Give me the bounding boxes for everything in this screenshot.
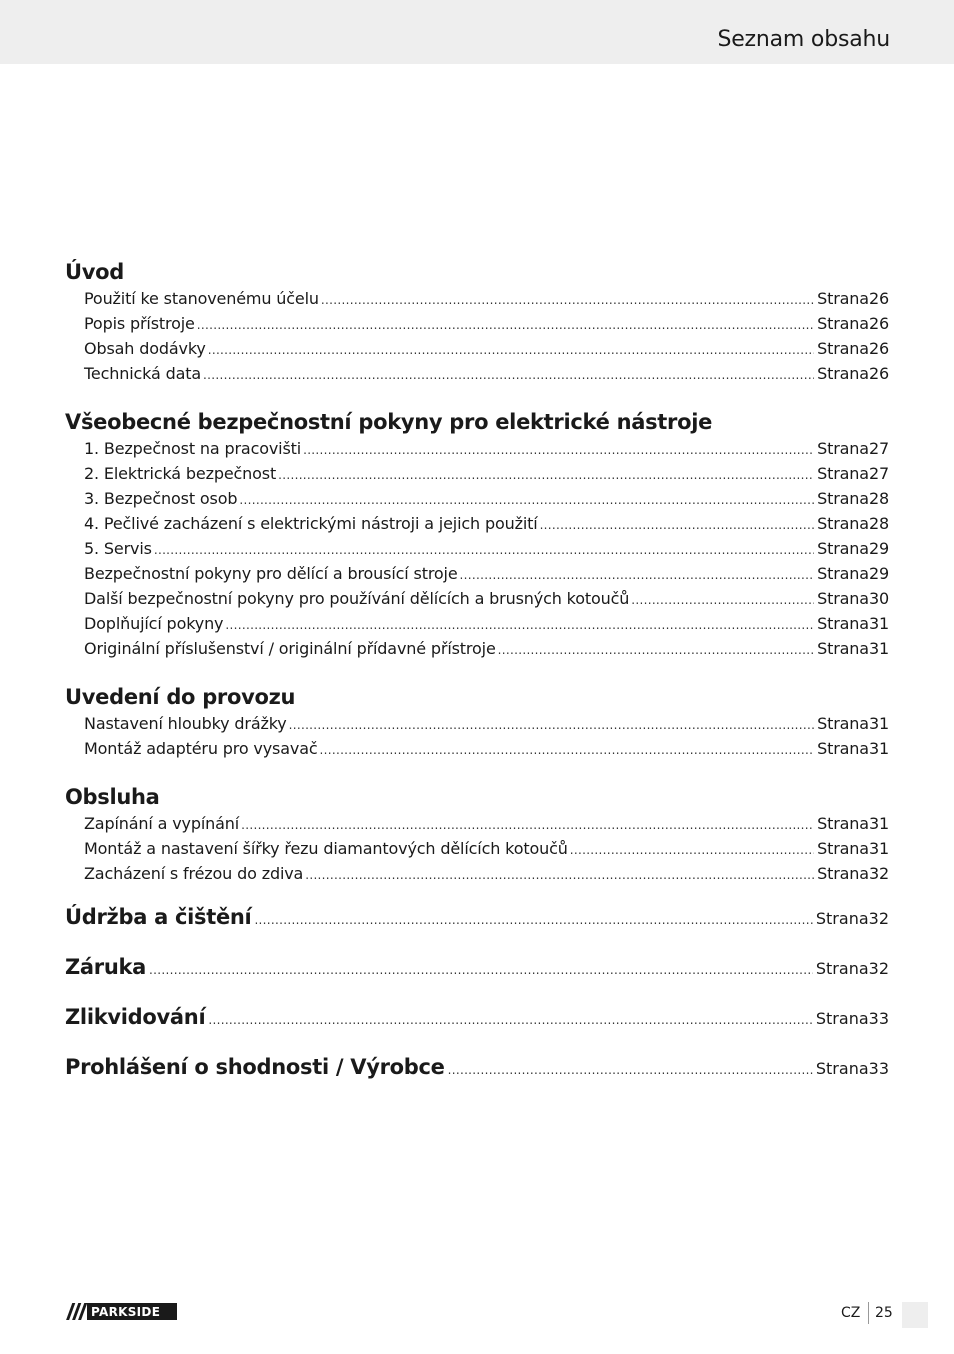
page-number: 31: [868, 614, 889, 633]
entry-page: [816, 944, 889, 994]
entry-page: [816, 894, 889, 944]
page-number: 28: [868, 514, 889, 533]
entry-page: [817, 336, 889, 361]
entry-page: [817, 836, 889, 861]
table-of-contents: [65, 258, 889, 1092]
entry-label: Zapínání a vypínání: [84, 814, 240, 833]
page-number: 32: [868, 864, 889, 883]
page-number: 29: [868, 539, 889, 558]
single-entry-label: Záruka: [65, 955, 147, 979]
toc-entry[interactable]: [84, 336, 889, 361]
entry-page: [817, 286, 889, 311]
page-label: Strana: [817, 314, 869, 333]
page-title: Seznam obsahu: [717, 27, 890, 52]
footer-page-number: 25: [875, 1305, 893, 1321]
toc-entry[interactable]: [84, 611, 889, 636]
toc-entry[interactable]: [84, 311, 889, 336]
toc-single-entry[interactable]: [65, 942, 889, 992]
leader-dots: [254, 895, 812, 945]
page-number: 31: [868, 839, 889, 858]
toc-entry[interactable]: [84, 436, 889, 461]
section-heading: Uvedení do provozu: [65, 685, 296, 709]
page-label: Strana: [817, 339, 869, 358]
entry-page: [817, 486, 889, 511]
page-label: Strana: [815, 1009, 869, 1028]
page-number: 28: [868, 489, 889, 508]
leader-dots: [303, 438, 814, 463]
entry-label: 1. Bezpečnost na pracovišti: [84, 439, 302, 458]
page-label: Strana: [815, 909, 869, 928]
entry-page: [817, 611, 889, 636]
page-label: Strana: [817, 489, 869, 508]
leader-dots: [540, 513, 815, 538]
section-heading: Úvod: [65, 260, 125, 284]
leader-dots: [320, 738, 815, 763]
leader-dots: [498, 638, 814, 663]
toc-entry[interactable]: [84, 811, 889, 836]
leader-dots: [208, 338, 814, 363]
toc-entry[interactable]: [84, 286, 889, 311]
entry-label: 4. Pečlivé zacházení s elektrickými nástroji a jejich použití: [84, 514, 538, 533]
leader-dots: [570, 838, 814, 863]
entry-label: Montáž a nastavení šířky řezu diamantových dělících kotoučů: [84, 839, 568, 858]
entry-label: Nastavení hloubky drážky: [84, 714, 287, 733]
entry-page: [817, 536, 889, 561]
page-label: Strana: [817, 289, 869, 308]
toc-entry[interactable]: [84, 461, 889, 486]
entry-page: [817, 311, 889, 336]
toc-section-safety: [65, 408, 889, 661]
leader-dots: [289, 713, 814, 738]
single-entry-label: Údržba a čištění: [65, 905, 252, 929]
single-entry-label: Zlikvidování: [65, 1005, 206, 1029]
entry-page: [817, 461, 889, 486]
leader-dots: [305, 863, 814, 888]
entry-label: Originální příslušenství / originální přídavné přístroje: [84, 639, 496, 658]
page-label: Strana: [815, 1059, 869, 1078]
page-label: Strana: [817, 639, 869, 658]
page-number: 26: [868, 364, 889, 383]
leader-dots: [278, 463, 814, 488]
entry-page: [817, 861, 889, 886]
logo-stripes-icon: [65, 1303, 87, 1320]
toc-entry[interactable]: [84, 736, 889, 761]
toc-entry[interactable]: [84, 711, 889, 736]
page-number: 26: [868, 289, 889, 308]
page-number: 32: [868, 959, 889, 978]
entry-label: Použití ke stanovenému účelu: [84, 289, 319, 308]
entry-page: [817, 361, 889, 386]
entry-label: 5. Servis: [84, 539, 152, 558]
entry-label: Popis přístroje: [84, 314, 195, 333]
page-label: Strana: [817, 589, 869, 608]
toc-entry[interactable]: [84, 361, 889, 386]
leader-dots: [241, 813, 814, 838]
toc-section-operation: [65, 783, 889, 886]
page-number: 33: [868, 1009, 889, 1028]
entry-page: [817, 711, 889, 736]
toc-entry[interactable]: [84, 586, 889, 611]
leader-dots: [448, 1045, 813, 1095]
page-number: 31: [868, 639, 889, 658]
page-label: Strana: [817, 864, 869, 883]
header-bar: [0, 0, 954, 64]
toc-single-entry[interactable]: [65, 892, 889, 942]
entry-label: Montáž adaptéru pro vysavač: [84, 739, 318, 758]
entry-label: Doplňující pokyny: [84, 614, 224, 633]
section-heading: Všeobecné bezpečnostní pokyny pro elektrické nástroje: [65, 410, 713, 434]
page-number: 27: [868, 464, 889, 483]
entry-label: Zacházení s frézou do zdiva: [84, 864, 304, 883]
entry-label: 3. Bezpečnost osob: [84, 489, 238, 508]
entry-page: [817, 586, 889, 611]
leader-dots: [149, 945, 813, 995]
entry-label: Bezpečnostní pokyny pro dělící a brousící stroje: [84, 564, 458, 583]
leader-dots: [460, 563, 815, 588]
toc-entry[interactable]: [84, 861, 889, 886]
leader-dots: [631, 588, 814, 613]
toc-entry[interactable]: [84, 511, 889, 536]
page-label: Strana: [815, 959, 869, 978]
page-number: 26: [868, 314, 889, 333]
logo-text: PARKSIDE: [91, 1304, 161, 1319]
entry-page: [816, 994, 889, 1044]
toc-section-startup: [65, 683, 889, 761]
toc-section-uvod: [65, 258, 889, 386]
section-heading: Obsluha: [65, 785, 160, 809]
page-label: Strana: [817, 439, 869, 458]
toc-single-entry[interactable]: [65, 992, 889, 1042]
page-number: 31: [868, 814, 889, 833]
page-number: 31: [868, 714, 889, 733]
leader-dots: [203, 363, 814, 388]
toc-entry[interactable]: [84, 636, 889, 661]
parkside-logo: [65, 1303, 177, 1320]
entry-page: [817, 636, 889, 661]
entry-page: [817, 811, 889, 836]
entry-label: Technická data: [84, 364, 202, 383]
page-label: Strana: [817, 539, 869, 558]
entry-page: [817, 511, 889, 536]
page-number: 29: [868, 564, 889, 583]
page-label: Strana: [817, 514, 869, 533]
page-number: 33: [868, 1059, 889, 1078]
entry-label: Obsah dodávky: [84, 339, 206, 358]
page-number: 30: [868, 589, 889, 608]
leader-dots: [225, 613, 814, 638]
toc-entry[interactable]: [84, 836, 889, 861]
page-label: Strana: [817, 839, 869, 858]
page-label: Strana: [817, 564, 869, 583]
entry-label: Další bezpečnostní pokyny pro používání dělících a brusných kotoučů: [84, 589, 630, 608]
toc-entry[interactable]: [84, 536, 889, 561]
entry-label: 2. Elektrická bezpečnost: [84, 464, 277, 483]
page-label: Strana: [817, 714, 869, 733]
page-number: 31: [868, 739, 889, 758]
leader-dots: [197, 313, 814, 338]
single-entry-label: Prohlášení o shodnosti / Výrobce: [65, 1055, 445, 1079]
entry-page: [817, 736, 889, 761]
page-label: Strana: [817, 739, 869, 758]
toc-single-entry[interactable]: [65, 1042, 889, 1092]
page-number: 26: [868, 339, 889, 358]
toc-entry[interactable]: [84, 486, 889, 511]
entry-page: [816, 1044, 889, 1094]
leader-dots: [208, 995, 813, 1045]
leader-dots: [154, 538, 814, 563]
page-label: Strana: [817, 464, 869, 483]
page-label: Strana: [817, 814, 869, 833]
page-label: Strana: [817, 614, 869, 633]
page-number: 32: [868, 909, 889, 928]
toc-entry[interactable]: [84, 561, 889, 586]
leader-dots: [321, 288, 814, 313]
footer-language: CZ: [841, 1305, 861, 1321]
page-number: 27: [868, 439, 889, 458]
entry-page: [817, 561, 889, 586]
entry-page: [817, 436, 889, 461]
leader-dots: [239, 488, 814, 513]
page-label: Strana: [817, 364, 869, 383]
footer-divider: [868, 1302, 869, 1324]
footer-tab-marker: [902, 1302, 928, 1328]
